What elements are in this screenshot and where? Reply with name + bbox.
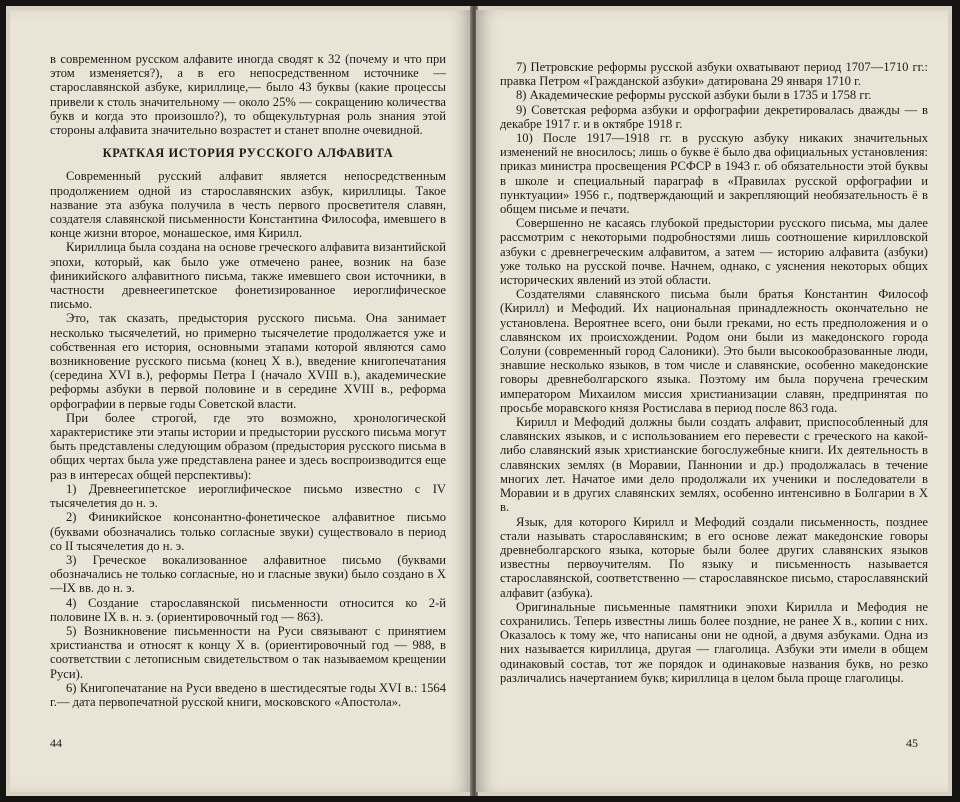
list-item: 9) Советская реформа азбуки и орфографии декретировалась дважды — в декабре 1917 г. и в октябре 1918 г. [500,102,928,131]
left-page-text [50,52,446,709]
paragraph: Кирилл и Мефодий должны были создать алфавит, приспособленный для славянских языков, и с использованием его перевести с греческого на какой-либо славянский язык христианские богослужебные книги. Их деятельность в славянских землях (в Моравии, Паннонии и др.) продолжалась в течение многих лет. Начатое ими дело продолжали их ученики и последователи в Моравии и в других славянских землях, особенно интенсивно в Болгарии в X в. [500,415,928,515]
paragraph: Современный русский алфавит является непосредственным продолжением одной из старославянских азбук, кириллицы. Такое название эта азбука получила в честь первого просветителя славян, создателя славянской письменности Константина Философа, имевшего в конце жизни второе, монашеское, имя Кирилл. [50,169,446,241]
list-item: 8) Академические реформы русской азбуки были в 1735 и 1758 гг. [516,88,872,103]
section-heading: КРАТКАЯ ИСТОРИЯ РУССКОГО АЛФАВИТА [102,146,394,161]
paragraph: При более строгой, где это возможно, хронологической характеристике эти этапы истории и предыстории русского письма могут быть представлены следующим образом (предыстория русского письма в общих чертах была уже представлена ранее и здесь воспроизводится еще раз в интересах общей перспективы): [50,410,446,482]
list-item: 4) Создание старославянской письменности относится ко 2-й половине IX в. н. э. (ориентировочный год — 863). [50,595,446,624]
page-number: 45 [906,736,918,750]
paragraph: Кириллица была создана на основе греческого алфавита византийской эпохи, который, как было уже отмечено ранее, возник на базе финикийского алфавитного письма, также имевшего свои источники, в частности древнеегипетское фонетизированное иероглифическое письмо. [50,240,446,312]
left-page [10,10,472,792]
list-item: 6) Книгопечатание на Руси введено в шестидесятые годы XVI в.: 1564 г.— дата первопечатной русской книги, московского «Апостола». [50,680,446,709]
paragraph: в современном русском алфавите иногда сводят к 32 (почему и что при этом изменяется?), а в его непосредственном источнике — старославянской азбуке, кириллице,— было 43 буквы (какие процессы привели к столь значительному — около 25% — сокращению количества букв и когда это произошло?), то общекультурная роль знания этой стороны алфавита значительно возрастет и станет вполне очевидной. [50,52,446,138]
paragraph: Совершенно не касаясь глубокой предыстории русского письма, мы далее рассмотрим с некоторыми подробностями лишь соотношение кирилловской азбуки с древнегреческим алфавитом, а затем — историю алфавита (азбуки) уже только на русской почве. Начнем, однако, с уяснения некоторых общих исторических явлений из этой области. [500,216,928,288]
page-number: 44 [50,736,62,750]
right-page-text [500,60,928,685]
list-item: 2) Финикийское консонантно-фонетическое алфавитное письмо (буквами обозначались только согласные звуки) существовало в период со II тысячелетия до н. э. [50,510,446,553]
list-item: 7) Петровские реформы русской азбуки охватывают период 1707—1710 гг.: правка Петром «Гражданской азбуки» датирована 29 января 1710 г. [500,60,928,89]
list-item: 10) После 1917—1918 гг. в русскую азбуку никаких значительных изменений не вносилось; лишь о букве ё было два официальных установления: приказ министра просвещения РСФСР в 1943 г. об обязательности этой буквы в школе и специальный параграф в «Правилах русской орфографии и пунктуации» 1956 г., подтверждающий и закрепляющий необязательность ё в общем письме и печати. [500,131,928,217]
list-item: 3) Греческое вокализованное алфавитное письмо (буквами обозначались не только согласные, но и гласные звуки) было создано в X—IX вв. до н. э. [50,552,446,596]
paragraph: Оригинальные письменные памятники эпохи Кирилла и Мефодия не сохранились. Теперь известны лишь более поздние, не ранее X в., копии с них. Оказалось к тому же, что написаны они не одной, а двумя азбуками. Одна из них называется кириллица, другая — глаголица. Азбуки эти имели в общем одинаковый состав, тот же порядок и одинаковые названия букв, но резко различались начертанием букв; кириллица в целом была проще глаголицы. [500,599,928,685]
right-page [476,10,948,792]
book-spread [6,6,952,796]
list-item: 1) Древнеегипетское иероглифическое письмо известно с IV тысячелетия до н. э. [50,481,446,511]
paragraph: Это, так сказать, предыстория русского письма. Она занимает несколько тысячелетий, но примерно тысячелетие продолжается уже и собственная его история, основными этапами которой являются само возникновение русского письма (конец X в.), введение книгопечатания (середина XVI в.), реформы Петра I (начало XVIII в.), академические реформы азбуки в первой половине и в середине XVIII в., реформа орфографии в первые годы Советской власти. [50,311,446,411]
paragraph: Язык, для которого Кирилл и Мефодий создали письменность, позднее стали называть старославянским; в его основе лежат македонские говоры древнеболгарского языка, которые были более других славянских языков известны первоучителям. По языку и письменность называется старославянской, соответственно — старославянское письмо, старославянский алфавит (азбука). [500,514,928,600]
paragraph: Создателями славянского письма были братья Константин Философ (Кирилл) и Мефодий. Их национальная принадлежность окончательно не установлена. Вероятнее всего, они были греками, но есть предположения и о славянском их происхождении. Родом они были из македонского города Солуни (современный город Салоники). Это были высокообразованные люди, знавшие несколько языков, в том числе и славянские, особенно македонские говоры древнеболгарского языка. Поэтому им была поручена греческим императором Михаилом миссия христианизации славян, предпринятая по просьбе моравского князя Ростислава в период после 863 года. [500,287,928,415]
list-item: 5) Возникновение письменности на Руси связывают с принятием христианства и относят к концу X в. (ориентировочный год — 988, в соответствии с летописным свидетельством о так называемом крещении Руси). [50,623,446,681]
